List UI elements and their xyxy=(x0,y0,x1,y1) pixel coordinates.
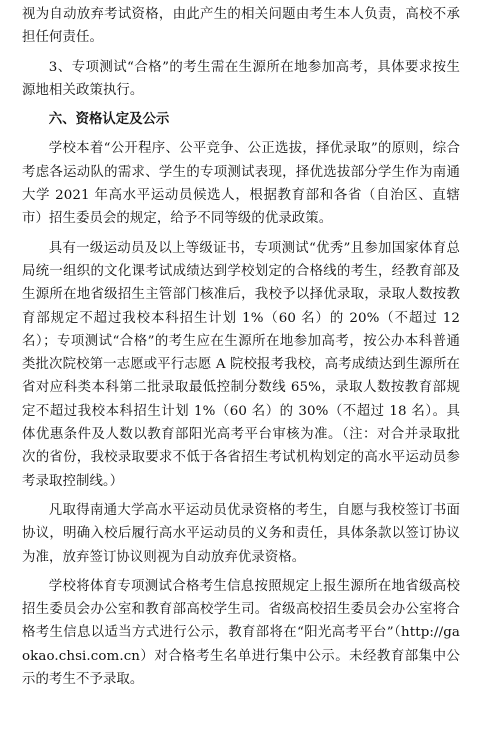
paragraph-continuation: 视为自动放弃考试资格，由此产生的相关问题由考生本人负责，高校不承担任何责任。 xyxy=(22,7,460,46)
paragraph-admission-rules: 具有一级运动员及以上等级证书，专项测试“优秀”且参加国家体育总局统一组织的文化课考试成绩达到学校划定的合格线的考生，经教育部及生源所在地省级招生主管部门核准后，我校予以择优录取，录取人数按教育部规定不超过我校本科招生计划 1%（60 名）的 20%（不超过 12 名）；专项测试“合格”的考生应在生源所在地参加高考，按公办本科普通类批次院校第一志愿或平行志愿 A 院校报考我校，高考成绩达到生源所在省对应科类本科第二批录取最低控制分数线 65%，录取人数按教育部规定不超过我校本科招生计划 1%（60 名）的 30%（不超过 18 名）。具体优惠条件及人数以教育部阳光高考平台审核为准。（注：对合并录取批次的省份，我校录取要求不低于各省招生考试机构划定的高水平运动员参考录取控制线。） xyxy=(22,240,460,489)
paragraph-publicity: 学校将体育专项测试合格考生信息按照规定上报生源所在地省级高校招生委员会办公室和教育部高校学生司。省级高校招生委员会办公室将合格考生信息以适当方式进行公示，教育部将在“阳光高考平台”（http://gaokao.chsi.com.cn）对合格考生名单进行集中公示。未经教育部集中公示的考生不予录取。 xyxy=(22,578,460,688)
paragraph-agreement: 凡取得南通大学高水平运动员优录资格的考生，自愿与我校签订书面协议，明确入校后履行高水平运动员的义务和责任，具体条款以签订协议为准，放弃签订协议则视为自动放弃优录资格。 xyxy=(22,502,460,565)
section-heading-6: 六、资格认定及公示 xyxy=(48,112,170,128)
paragraph-principles: 学校本着“公开程序、公平竞争、公正选拔，择优录取”的原则，综合考虑各运动队的需求、学生的专项测试表现，择优选拔部分学生作为南通大学 2021 年高水平运动员候选人，根据教育部和各省（自治区、直辖市）招生委员会的规定，给予不同等级的优录政策。 xyxy=(22,141,460,227)
paragraph-item-3: 3、专项测试“合格”的考生需在生源所在地参加高考，具体要求按生源地相关政策执行。 xyxy=(22,59,460,98)
